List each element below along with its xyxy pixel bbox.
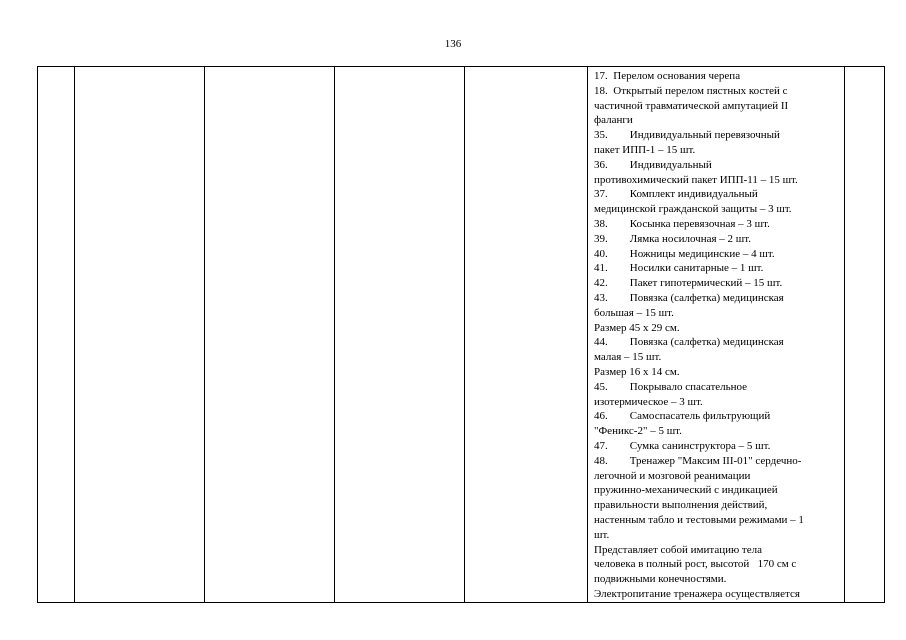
text-line: Электропитание тренажера осуществляется	[594, 587, 800, 600]
text-line: 45. Покрывало спасательное	[594, 380, 748, 393]
text-line: большая – 15 шт.	[594, 306, 674, 319]
text-line: 40. Ножницы медицинские – 4 шт.	[594, 247, 775, 260]
text-line: пакет ИПП-1 – 15 шт.	[594, 143, 696, 156]
page-number: 136	[444, 38, 462, 50]
text-line: Размер 16 х 14 см.	[594, 365, 680, 378]
text-line: изотермическое – 3 шт.	[594, 395, 703, 408]
text-line: 48. Тренажер "Максим III-01" сердечно-	[594, 454, 802, 467]
text-line: легочной и мозговой реанимации	[594, 469, 751, 482]
text-line: 46. Самоспасатель фильтрующий	[594, 410, 771, 423]
text-line: 37. Комплект индивидуальный	[594, 188, 758, 201]
text-line: 41. Носилки санитарные – 1 шт.	[594, 262, 764, 275]
text-line: Представляет собой имитацию тела	[594, 543, 762, 556]
text-line: правильности выполнения действий,	[594, 499, 768, 512]
text-line: Размер 45 х 29 см.	[594, 321, 680, 334]
text-line: малая – 15 шт.	[594, 351, 662, 364]
text-line: 17. Перелом основания черепа	[594, 70, 741, 82]
text-line: 39. Лямка носилочная – 2 шт.	[594, 232, 751, 245]
text-line: подвижными конечностями.	[594, 573, 727, 586]
text-line: противохимический пакет ИПП-11 – 15 шт.	[594, 173, 798, 186]
text-line: 36. Индивидуальный	[594, 158, 712, 171]
text-line: 44. Повязка (салфетка) медицинская	[594, 336, 784, 349]
text-line: настенным табло и тестовыми режимами – 1	[594, 513, 804, 526]
text-line: пружинно-механический с индикацией	[594, 484, 778, 497]
table-cell-col7	[845, 67, 885, 603]
table-cell-col2	[75, 67, 205, 603]
text-line: медицинской гражданской защиты – 3 шт.	[594, 203, 792, 216]
text-line: человека в полный рост, высотой 170 см с	[594, 558, 797, 571]
text-line: 18. Открытый перелом пястных костей с	[594, 84, 788, 97]
text-line: 47. Сумка санинструктора – 5 шт.	[594, 439, 771, 452]
table-cell-col5	[465, 67, 588, 603]
text-line: 42. Пакет гипотермический – 15 шт.	[594, 277, 783, 290]
text-line: частичной травматической ампутацией II	[594, 99, 789, 112]
table-cell-number	[38, 67, 75, 603]
text-line: 43. Повязка (салфетка) медицинская	[594, 291, 784, 304]
text-line: 38. Косынка перевязочная – 3 шт.	[594, 217, 770, 230]
equipment-list	[594, 69, 840, 602]
text-line: шт.	[594, 528, 610, 541]
equipment-list-cell	[588, 67, 845, 603]
table-row	[38, 67, 885, 603]
text-line: фаланги	[594, 114, 633, 127]
document-table	[37, 66, 885, 603]
table-cell-col3	[205, 67, 335, 603]
text-line: "Феникс-2" – 5 шт.	[594, 425, 682, 438]
table-cell-col4	[335, 67, 465, 603]
text-line: 35. Индивидуальный перевязочный	[594, 129, 780, 142]
